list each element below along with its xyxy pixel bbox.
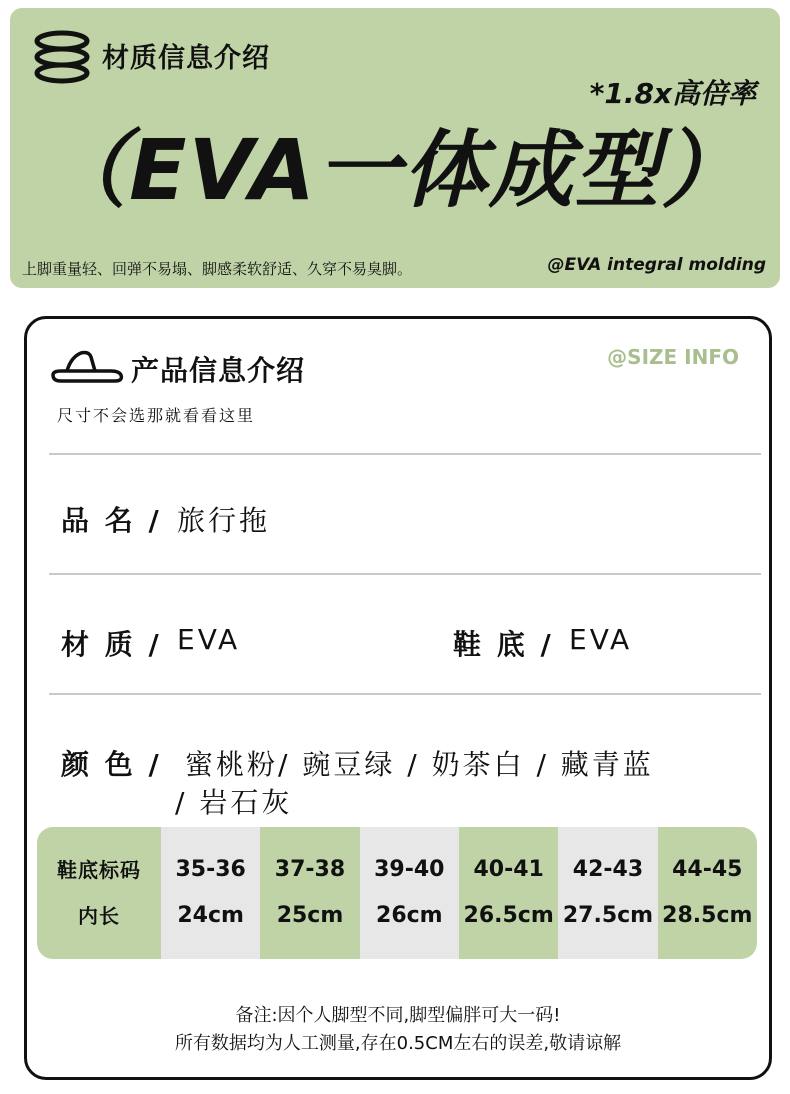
product-heading: 产品信息介绍 [131, 354, 306, 387]
material-title: （EVA一体成型） [43, 121, 747, 219]
size-column [558, 827, 657, 959]
size-column [161, 827, 260, 959]
footnote-line-2: 所有数据均为人工测量,存在0.5CM左右的误差,敬请谅解 [174, 1033, 622, 1054]
size-column [658, 827, 757, 959]
material-description: 上脚重量轻、回弹不易塌、脚感柔软舒适、久穿不易臭脚。 [22, 260, 413, 278]
size-cell: 42-43 [572, 857, 644, 882]
length-cell: 26.5cm [463, 903, 554, 928]
product-subheading: 尺寸不会选那就看看这里 [57, 406, 256, 425]
size-cell: 40-41 [473, 857, 544, 882]
length-cell: 25cm [276, 903, 344, 928]
color-label: 颜 色 / [61, 748, 162, 781]
material-heading: 材质信息介绍 [102, 43, 270, 74]
size-info-tag: @SIZE INFO [607, 345, 739, 369]
size-cell: 37-38 [274, 857, 346, 882]
name-value: 旅行拖 [177, 504, 271, 537]
color-values-line2: / 岩石灰 [175, 786, 293, 819]
sole-value: EVA [569, 623, 633, 656]
material-tagline: @EVA integral molding [547, 255, 766, 275]
material-banner [10, 8, 780, 288]
stack-icon [34, 30, 94, 84]
product-info-card [24, 316, 772, 1080]
size-table [37, 827, 757, 959]
size-column [260, 827, 359, 959]
material-value: EVA [177, 623, 241, 656]
length-row-header: 内长 [78, 904, 120, 928]
sole-label: 鞋 底 / [453, 628, 554, 661]
divider [49, 573, 761, 575]
length-cell: 24cm [177, 903, 244, 928]
length-cell: 27.5cm [562, 903, 654, 928]
color-values-line1: 蜜桃粉/ 豌豆绿 / 奶茶白 / 藏青蓝 [185, 748, 654, 781]
material-label: 材 质 / [61, 628, 162, 661]
name-label: 品 名 / [61, 504, 162, 537]
size-row-header: 鞋底标码 [57, 858, 141, 882]
divider [49, 693, 761, 695]
size-cell: 44-45 [672, 857, 743, 882]
divider [49, 453, 761, 455]
size-column [459, 827, 558, 959]
size-cell: 35-36 [175, 857, 246, 882]
length-cell: 28.5cm [662, 903, 753, 928]
multiplier-label: *1.8x高倍率 [589, 77, 756, 110]
length-cell: 26cm [376, 903, 443, 928]
footnote-line-1: 备注:因个人脚型不同,脚型偏胖可大一码! [235, 1005, 561, 1026]
size-table-header-column [37, 827, 161, 959]
size-cell: 39-40 [374, 857, 445, 882]
size-column [360, 827, 459, 959]
slipper-icon [49, 345, 125, 385]
